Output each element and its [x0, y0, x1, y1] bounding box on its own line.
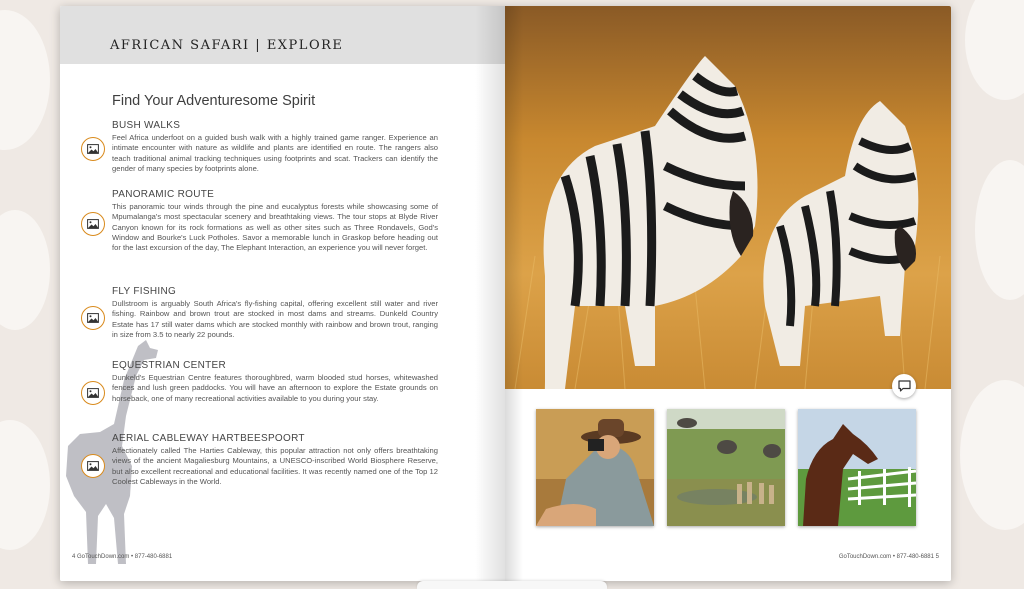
elephants-photo: [667, 409, 785, 526]
section-title: PANORAMIC ROUTE: [112, 189, 215, 200]
zebra-hero-photo[interactable]: [505, 6, 951, 389]
background-pattern: [0, 10, 50, 150]
section-title: BUSH WALKS: [112, 120, 181, 131]
background-pattern: [965, 0, 1024, 100]
section-body: Feel Africa underfoot on a guided bush walk with a highly trained game ranger. Experience an intimate encounter with nature as wildlife and plants are identified en route. The rangers also teach traditional animal tracking techniques using footprints and scat. Trackers can identify the gender of many species by footprints alone.: [112, 133, 438, 173]
comment-button[interactable]: [892, 374, 916, 398]
section-body: Affectionately called The Harties Cableway, this popular attraction not only offers breathtaking views of the ancient Magaliesburg Mountains, a UNESCO-inscribed World Biosphere Reserve, but also excellent recreational and educational facilities. It was recently named one of the Top 12 Coolest Cableways in the World.: [112, 446, 438, 486]
background-pattern: [960, 380, 1024, 530]
background-pattern: [0, 210, 50, 330]
photo-gallery-button[interactable]: [81, 381, 105, 405]
equestrian-center-section: [112, 360, 438, 404]
photo-gallery-button[interactable]: [81, 306, 105, 330]
photographer-thumbnail[interactable]: [536, 409, 654, 526]
image-icon: [87, 388, 99, 398]
bottom-toolbar-tab[interactable]: [417, 581, 607, 589]
section-heading: Find Your Adventuresome Spirit: [112, 93, 316, 109]
bush-walks-section: [112, 120, 438, 174]
image-icon: [87, 219, 99, 229]
section-title: FLY FISHING: [112, 286, 177, 297]
page-header-title: AFRICAN SAFARI | EXPLORE: [110, 38, 344, 53]
background-pattern: [975, 160, 1024, 300]
image-icon: [87, 144, 99, 154]
page-footer-right: GoTouchDown.com • 877-480-6881 5: [838, 554, 939, 560]
magazine-spread: [60, 6, 951, 581]
image-icon: [87, 461, 99, 471]
panoramic-route-section: [112, 189, 438, 253]
photographer-photo: [536, 409, 654, 526]
left-page: [60, 6, 505, 581]
photo-gallery-button[interactable]: [81, 137, 105, 161]
horse-thumbnail[interactable]: [798, 409, 916, 526]
right-page: [505, 6, 951, 581]
image-icon: [87, 313, 99, 323]
page-footer-left: 4 GoTouchDown.com • 877-480-6881: [72, 554, 173, 560]
aerial-cableway-section: [112, 433, 438, 487]
fly-fishing-section: [112, 286, 438, 340]
horse-photo: [798, 409, 916, 526]
section-body: Dullstroom is arguably South Africa's fly-fishing capital, offering excellent still water and river fishing. Rainbow and brown trout are stocked in most dams and streams. Dunkeld Country Estate has 17 still water dams which are stocked monthly with rainbow and brown trout, ranging in size from 3.5 to nearly 22 pounds.: [112, 299, 438, 339]
background-pattern: [0, 420, 50, 550]
photo-gallery-button[interactable]: [81, 454, 105, 478]
section-title: EQUESTRIAN CENTER: [112, 360, 227, 371]
section-body: Dunkeld's Equestrian Centre features thoroughbred, warm blooded stud horses, whitewashed fences and lush green paddocks. You will have an afternoon to explore the Estate grounds on horseback, one of many recreational activities available to you during your stay.: [112, 373, 438, 403]
comment-icon: [898, 380, 911, 392]
section-body: This panoramic tour winds through the pine and eucalyptus forests while showcasing some of Mpumalanga's most spectacular scenery and breathtaking views. The tour stops at Blyde River Canyon known for its rock formations as well as other sites such as Three Rondavels, God's Window and Bourke's Luck Potholes. Savor a memorable lunch in Graskop before heading out for the last excursion of the day, The Elephant Interaction, an experience you will never forget.: [112, 202, 438, 253]
header-band: [60, 6, 505, 64]
elephants-thumbnail[interactable]: [667, 409, 785, 526]
section-title: AERIAL CABLEWAY HARTBEESPOORT: [112, 433, 305, 444]
photo-gallery-button[interactable]: [81, 212, 105, 236]
